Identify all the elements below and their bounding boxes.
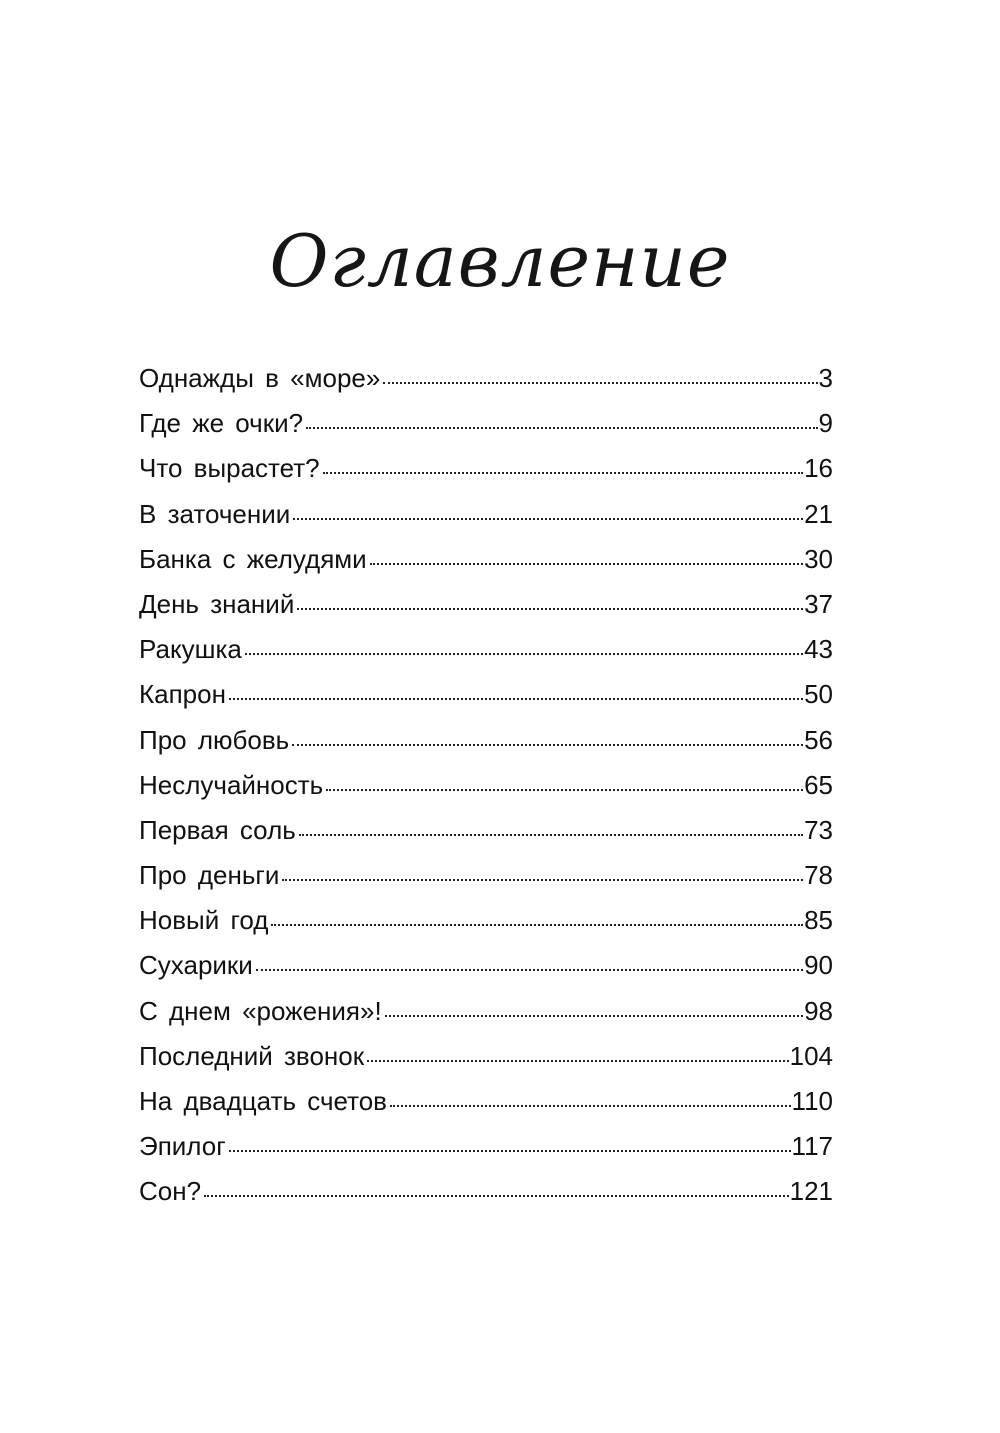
toc-entry-title: Неслучайность (139, 769, 324, 800)
toc-entry-page-number: 3 (818, 363, 833, 393)
dot-leader (323, 472, 803, 474)
toc-entry-page-number: 85 (804, 905, 833, 936)
toc-entry-page-number: 9 (818, 408, 833, 439)
toc-entry-page-number: 65 (804, 769, 833, 800)
toc-entry-page-number: 90 (804, 950, 833, 981)
dot-leader (297, 608, 803, 610)
toc-entry-title: Капрон (139, 679, 226, 710)
dot-leader (204, 1195, 789, 1197)
toc-entry-title: Последний звонок (139, 1040, 365, 1071)
toc-entry-page-number: 117 (791, 1131, 833, 1162)
dot-leader (229, 1150, 791, 1152)
toc-entry (139, 808, 833, 853)
toc-entry-title: Про деньги (139, 860, 280, 891)
dot-leader (299, 834, 803, 836)
dot-leader (385, 1015, 803, 1017)
dot-leader (390, 1105, 791, 1107)
dot-leader (292, 744, 803, 746)
toc-entry (139, 763, 833, 808)
toc-entry-title: В заточении (139, 498, 291, 529)
toc-entry-page-number: 43 (804, 634, 833, 665)
toc-entry-page-number: 56 (804, 724, 833, 755)
dot-leader (245, 653, 803, 655)
toc-entry (139, 898, 833, 943)
toc-entry-title: Однажды в «море» (139, 363, 381, 393)
dot-leader (256, 969, 803, 971)
toc-entry (139, 1034, 833, 1079)
toc-entry-title: Где же очки? (139, 408, 304, 439)
toc-entry-title: Сухарики (139, 950, 253, 981)
toc-entry-page-number: 16 (804, 453, 833, 484)
toc-entry (139, 582, 833, 627)
dot-leader (293, 518, 803, 520)
toc-entry-page-number: 78 (804, 860, 833, 891)
toc-entry-page-number: 98 (804, 995, 833, 1026)
dot-leader (370, 563, 803, 565)
toc-entry-title: Первая соль (139, 814, 296, 845)
dot-leader (282, 879, 803, 881)
toc-entry (139, 1124, 833, 1169)
toc-entry-title: Новый год (139, 905, 269, 936)
toc-entry-page-number: 50 (804, 679, 833, 710)
toc-entry-page-number: 110 (791, 1086, 833, 1116)
toc-entry-page-number: 21 (804, 498, 833, 529)
toc-entry-page-number: 37 (804, 588, 833, 619)
toc-list (139, 356, 833, 1215)
dot-leader (271, 924, 803, 926)
toc-entry (139, 853, 833, 898)
toc-entry (139, 1169, 833, 1214)
toc-entry (139, 356, 833, 401)
toc-entry (139, 989, 833, 1034)
toc-entry (139, 943, 833, 988)
toc-entry-title: Что вырастет? (139, 453, 320, 484)
toc-entry (139, 492, 833, 537)
toc-entry (139, 537, 833, 582)
toc-entry (139, 718, 833, 763)
toc-entry-title: На двадцать счетов (139, 1086, 387, 1116)
toc-entry (139, 627, 833, 672)
dot-leader (383, 382, 817, 384)
toc-entry-title: День знаний (139, 588, 295, 619)
dot-leader (326, 789, 803, 791)
toc-entry (139, 446, 833, 491)
dot-leader (367, 1060, 789, 1062)
toc-entry (139, 1079, 833, 1124)
toc-entry-title: Ракушка (139, 634, 242, 665)
toc-entry-page-number: 30 (804, 543, 833, 574)
toc-entry (139, 672, 833, 717)
toc-entry-title: С днем «рожения»! (139, 995, 382, 1026)
toc-entry-title: Про любовь (139, 724, 290, 755)
toc-entry (139, 401, 833, 446)
toc-entry-page-number: 73 (804, 814, 833, 845)
toc-entry-title: Банка с желудями (139, 543, 367, 574)
toc-entry-title: Сон? (139, 1176, 202, 1207)
toc-entry-page-number: 104 (789, 1040, 833, 1071)
toc-entry-title: Эпилог (139, 1131, 226, 1162)
toc-heading: Оглавление (269, 219, 731, 304)
dot-leader (229, 698, 803, 700)
toc-entry-page-number: 121 (789, 1176, 833, 1207)
dot-leader (306, 427, 817, 429)
